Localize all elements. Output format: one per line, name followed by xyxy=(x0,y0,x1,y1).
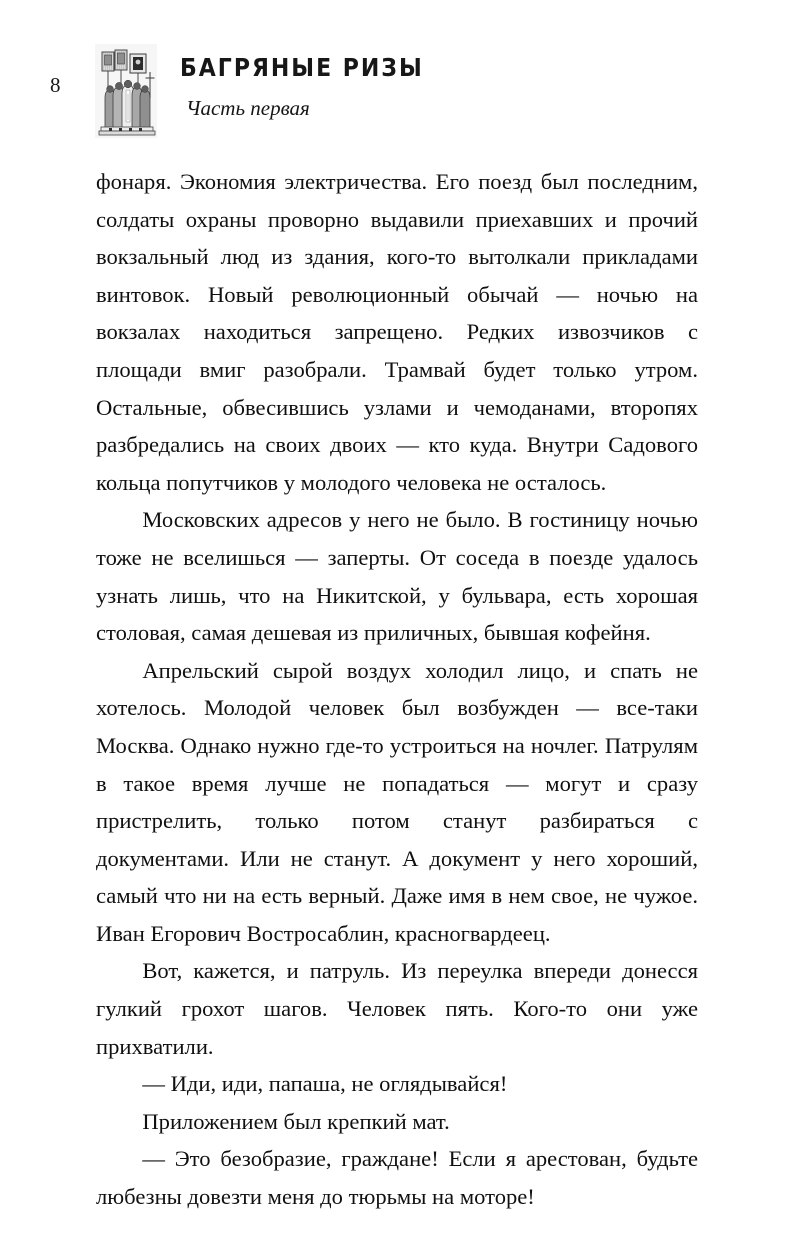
paragraph: Московских адресов у него не было. В гостиницу ночью тоже не вселишься — заперты. От соседа в поезде удалось узнать лишь, что на Никитской, у бульвара, есть хорошая столовая, самая дешевая из приличных, бывшая кофейня. xyxy=(96,507,698,646)
body-text-block xyxy=(96,163,698,1216)
book-title: БАГРЯНЫЕ РИЗЫ xyxy=(180,54,424,83)
part-title: Часть первая xyxy=(186,96,310,121)
page-number: 8 xyxy=(50,73,61,97)
paragraph: Приложением был крепкий мат. xyxy=(142,1108,450,1134)
running-head xyxy=(0,42,787,142)
paragraph-dialogue: — Иди, иди, папаша, не оглядывайся! xyxy=(142,1071,508,1097)
paragraph: Апрельский сырой воздух холодил лицо, и спать не хотелось. Молодой человек был возбужден — все-таки Москва. Однако нужно где-то устроиться на ночлег. Патрулям в такое время лучше не попадаться — могут и сразу пристрелить, только потом станут разбираться с документами. Или не станут. А документ у него хороший, самый что ни на есть верный. Даже имя в нем свое, не чужое. Иван Егорович Востросаблин, красногвардеец. xyxy=(96,657,698,946)
running-head-text xyxy=(180,56,600,120)
paragraph-dialogue: — Это безобразие, граждане! Если я арестован, будьте любезны довезти меня до тюрьмы на моторе! xyxy=(96,1146,698,1210)
paragraph: фонаря. Экономия электричества. Его поезд был последним, солдаты охраны проворно выдавили приехавших и прочий вокзальный люд из здания, кого-то вытолкали прикладами винтовок. Новый революционный обычай — ночью на вокзалах находиться запрещено. Редких извозчиков с площади вмиг разобрали. Трамвай будет только утром. Остальные, обвесившись узлами и чемоданами, второпях разбредались на своих двоих — кто куда. Внутри Садового кольца попутчиков у молодого человека не осталось. xyxy=(96,169,698,495)
procession-engraving-icon xyxy=(95,42,157,140)
paragraph: Вот, кажется, и патруль. Из переулка впереди донесся гулкий грохот шагов. Человек пять. Кого-то они уже прихватили. xyxy=(96,958,698,1059)
